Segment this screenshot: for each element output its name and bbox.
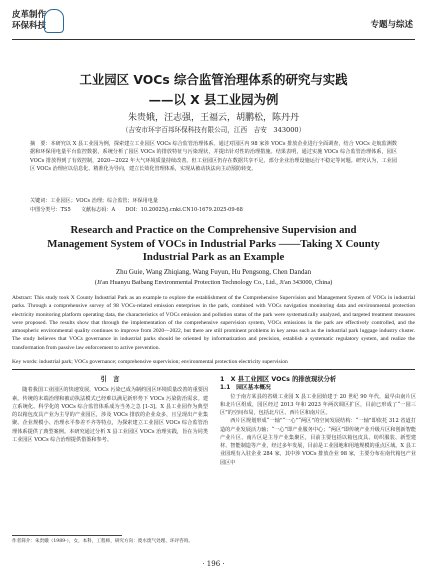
intro-paragraph: 随着我国工业园区的快速发展，VOCs 污染已成为制约园区环境质量改善的重要因素。传统的末端治理和被动执法模式已经难以满足新形势下 VOCs 污染防治需求。建立系统化、科学化的 VOCs 综合监管体系成为当务之急 [1-3]。X 县工业园作为典型的以箱包皮具产业为主导的产业园区，涉及 VOCs 排放的企业众多，且呈现出产业集聚、企业规模小、治理水平参差不齐等特点，为探索建立工业园区 VOCs 综合监管治理体系提供了典型案例。本研究通过分析 X 县工业园区 VOCs 治理实践，旨在为同类工业园区 VOCs 综合治理提供借鉴和参考。 <box>12 387 208 443</box>
affiliation-en: (Ji'an Huanyu Baibang Environmental Protection Technology Co., Ltd., Ji'an 343000, China) <box>94 279 333 286</box>
title-en: Research and Practice on the Comprehensive Supervision and Management System of VOCs in Industrial Parks ——Taking X County Industrial Park as an Example <box>47 224 380 263</box>
keywords-zh: 关键词：工业园区；VOCs 治理；综合监管；环保用电量 <box>30 198 158 204</box>
authors-zh: 朱贵娥，汪志强，王福云，胡鹏松，陈丹丹 <box>127 113 299 123</box>
affiliation-zh: （吉安市环宇百邦环保科技有限公司，江西 吉安 343000） <box>121 126 306 134</box>
keywords-en: Key words: industrial park; VOCs governance; comprehensive supervision; environmental protection electricity supervision <box>12 359 288 365</box>
right-column <box>220 376 416 467</box>
section1-paragraph: 西片区规划形成“一轴”“一心”“两区”的空间发展结构：“一轴”即依托 312 省道打造的产业发展活力轴；“一心”即产业服务中心；“两区”即传统产业升级片区和创新智能产业片区，南片区是主导产业集聚区，目前主要包括以箱包皮具、纺织服装、新型建材、智能制造等产业，经过多年发展，目前是工业园地和用地规模的重点区域。X 县工业园现有入驻企业 284 家，其中涉 VOCs 排放企业 98 家，主要分布在南代箱包产业园区中 <box>220 418 416 466</box>
journal-logo-icon <box>44 9 64 33</box>
author-footnote: 作者简介：朱贵娥（1989-），女，本科，工程师，研究方向：废水废气处理、环评咨询。 <box>12 539 193 544</box>
section1-paragraph: 位于南方某县的省级工业园 X 县工业园始建于 20 世纪 90 年代，最早由南片区和北片区组成，园区经过 2013 年和 2023 年两次调区扩区，目前已形成了“一园三区”的空间布局，包括北片区、西片区和南片区。 <box>220 393 416 416</box>
abstract-en: Abstract: This study took X County Industrial Park as an example to explore the establishment of the Comprehensive Supervision and Management System of VOCs in industrial parks. Through a comprehensive survey of 98 VOCs-related emission enterprises in the park, combined with VOCs navigation monitoring data and environmental protection electricity monitoring platform operating data, the characteristics of VOCs emission and pollution status of the park were systematically analyzed, and targeted treatment measures were proposed. The results show that through the implementation of the comprehensive supervision system, VOCs emissions in the park are effectively controlled, and the atmospheric environmental quality continues to improve from 2020—2022, but there are still prominent problems in key areas such as the industrial park luggage industry cluster. The study believes that VOCs governance in industrial parks should be oriented by informatization and precision, establish a systematic regulatory system, and realize the transformation from passive law enforcement to active prevention. <box>12 295 415 351</box>
journal-name <box>12 10 46 32</box>
journal-name-line1: 皮革制作 <box>12 10 47 20</box>
header-divider <box>12 39 415 40</box>
title-zh: 工业园区 VOCs 综合监管治理体系的研究与实践 <box>79 72 348 87</box>
intro-heading: 引 言 <box>100 376 120 383</box>
authors-en: Zhu Guie, Wang Zhiqiang, Wang Fuyun, Hu Pengsong, Chen Dandan <box>115 268 312 276</box>
section1-heading: 1 X 县工业园区 VOCs 的排放现状分析 <box>220 376 337 383</box>
left-column <box>12 376 208 444</box>
abstract-zh: 摘 要：本研究以 X 县工业园为例，探索建立工业园区 VOCs 综合监管治理体系。通过对园区内 98 家涉 VOCs 排放企业进行全面调查，结合 VOCs 走航监测数据和环保用电量平台监控数据，系统分析了园区 VOCs 的排放特征与污染现状，并提出针对性的治理措施。结果表明，通过实施 VOCs 综合监管治理体系，园区 VOCs 排放得到了有效控制，2020—2022 年大气环境质量持续改善。但工业园区仍存在数据共享不足、部分企业治理设施运行不稳定等问题。研究认为，工业园区 VOCs 治理应以信息化、精准化为导向，建立长效化管理体系，实现从被动执法向主动预防转变。 <box>30 141 397 172</box>
section-label: 专题与综述 <box>370 20 413 30</box>
footnote-divider <box>12 535 122 536</box>
section1-1-heading: 1.1 园区基本概况 <box>220 385 271 392</box>
subtitle-zh: ——以 X 县工业园为例 <box>148 92 279 107</box>
abstract-divider <box>12 369 415 370</box>
classification-line: 中图分类号：TS5 文献标志码：A DOI：10.20025/j.cnki.CN10-1679.2025-09-68 <box>30 207 243 213</box>
page-number: · 196 · <box>202 560 225 568</box>
journal-name-line2: 环保科技 <box>12 21 47 31</box>
